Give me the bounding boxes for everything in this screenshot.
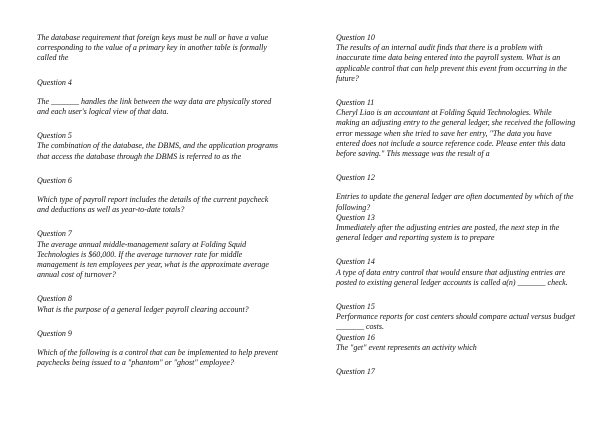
question-heading: Question 7	[37, 229, 72, 239]
question-text: A type of data entry control that would ensure that adjusting entries are posted to existing general ledger accounts is called a(n) _______ check.	[336, 267, 568, 287]
question-12	[336, 173, 576, 213]
question-13	[336, 213, 576, 244]
question-6	[37, 176, 280, 216]
question-10	[336, 33, 576, 84]
question-heading: Question 15	[336, 302, 375, 312]
question-text: Entries to update the general ledger are often documented by which of the following?	[336, 192, 574, 212]
question-heading: Question 16	[336, 332, 375, 342]
question-text: Performance reports for cost centers should compare actual versus budget _______ costs.	[336, 312, 576, 332]
question-text: The combination of the database, the DBMS, and the application programs that access the database through the DBMS is referred to as the	[37, 141, 279, 161]
question-heading: Question 9	[37, 328, 72, 338]
question-heading: Question 13	[336, 212, 375, 222]
question-text: Immediately after the adjusting entries are posted, the next step in the general ledger and reporting system is to prepare	[336, 223, 560, 243]
question-4	[37, 78, 280, 118]
question-heading: Question 4	[37, 77, 72, 87]
question-heading: Question 14	[336, 257, 375, 267]
question-heading: Question 6	[37, 175, 72, 185]
right-column	[336, 33, 576, 377]
question-15	[336, 302, 576, 333]
question-text: Which type of payroll report includes the details of the current paycheck and deductions as well as year-to-date totals?	[37, 195, 269, 215]
question-text: The results of an internal audit finds that there is a problem with inaccurate time data being entered into the payroll system. What is an applicable control that can help prevent this event from occurring in the future?	[336, 43, 567, 83]
question-text: The _______ handles the link between the way data are physically stored and each user's logical view of that data.	[37, 96, 272, 117]
question-14	[336, 257, 576, 288]
question-heading: Question 10	[336, 33, 375, 42]
left-column	[37, 33, 280, 368]
intro-question-text: The database requirement that foreign keys must be null or have a value corresponding to the value of a primary key in another table is formally called the	[37, 33, 269, 63]
question-heading: Question 12	[336, 173, 375, 183]
question-17	[336, 367, 576, 377]
question-heading: Question 11	[336, 98, 375, 108]
question-heading: Question 8	[37, 294, 72, 304]
question-16	[336, 333, 576, 353]
question-text: The average annual middle-management salary at Folding Squid Technologies is $60,000. If the average turnover rate for middle management is ten employees per year, what is the approximate average annual cost of turnover?	[37, 239, 269, 280]
question-7	[37, 229, 280, 280]
question-heading: Question 5	[37, 131, 72, 141]
question-heading: Question 17	[336, 367, 375, 377]
question-text: Cheryl Liao is an accountant at Folding Squid Technologies. While making an adjusting entry to the general ledger, she received the following error message when she tried to save her entry, "The data you have entered does not include a source reference code. Please enter this data before saving." This message was the result of a	[336, 108, 576, 159]
question-9	[37, 329, 280, 369]
question-text: The "get" event represents an activity which	[336, 342, 477, 352]
question-5	[37, 131, 280, 162]
question-text: What is the purpose of a general ledger payroll clearing account?	[37, 304, 249, 314]
question-11	[336, 98, 576, 159]
question-text: Which of the following is a control that can be implemented to help prevent paychecks being issued to a "phantom" or "ghost" employee?	[37, 348, 278, 368]
question-8	[37, 294, 280, 314]
